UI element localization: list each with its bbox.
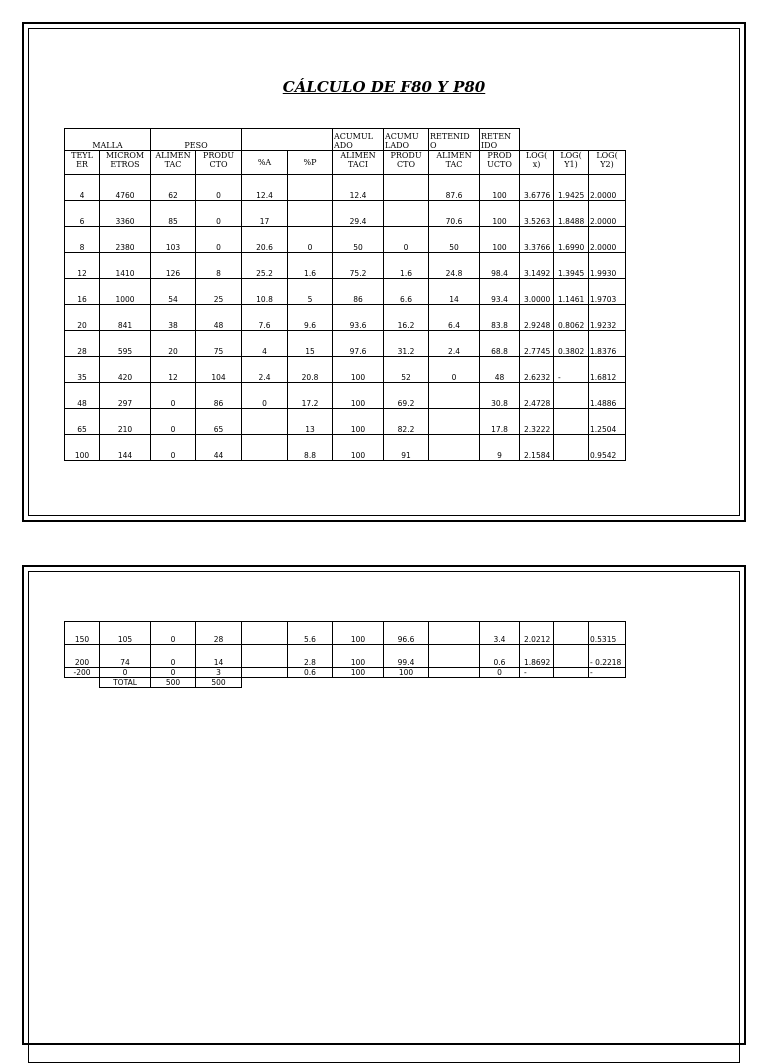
- cell-teyler: 200: [65, 645, 100, 668]
- table-row: [65, 383, 626, 409]
- header-acum-alim: ALIMEN TACI: [333, 151, 384, 175]
- header-retenido-prod: RETEN IDO: [480, 129, 520, 151]
- cell-pa: 12.4: [242, 175, 288, 201]
- cell-lx: 3.5263: [520, 201, 554, 227]
- cell-ra: 6.4: [429, 305, 480, 331]
- cell-ly2: 0.5315: [589, 622, 626, 645]
- cell-rp: 98.4: [480, 253, 520, 279]
- cell-ra: [429, 383, 480, 409]
- cell-alim: 62: [151, 175, 196, 201]
- table-row: [65, 645, 626, 668]
- cell-ly2: 1.2504: [589, 409, 626, 435]
- table-row: [65, 622, 626, 645]
- header-ret-prod: PROD UCTO: [480, 151, 520, 175]
- cell-rp: 83.8: [480, 305, 520, 331]
- cell-aa: 12.4: [333, 175, 384, 201]
- cell-prod: 86: [196, 383, 242, 409]
- cell-micro: 74: [100, 645, 151, 668]
- cell-ap: 99.4: [384, 645, 429, 668]
- cell-pa: 20.6: [242, 227, 288, 253]
- cell-micro: 297: [100, 383, 151, 409]
- cell-lx: 3.3766: [520, 227, 554, 253]
- cell-micro: 4760: [100, 175, 151, 201]
- cell-ly1: -: [554, 357, 589, 383]
- cell-ly2: 2.0000: [589, 201, 626, 227]
- cell-prod: 75: [196, 331, 242, 357]
- cell-ra: [429, 435, 480, 461]
- cell-teyler: -200: [65, 668, 100, 678]
- cell-ly2: -: [589, 668, 626, 678]
- cell-aa: 100: [333, 668, 384, 678]
- cell-alim: 12: [151, 357, 196, 383]
- cell-micro: 1410: [100, 253, 151, 279]
- cell-ap: [384, 175, 429, 201]
- header-log-x: LOG( x): [520, 151, 554, 175]
- total-label: TOTAL: [100, 678, 151, 688]
- cell-aa: 75.2: [333, 253, 384, 279]
- cell-ra: [429, 409, 480, 435]
- cell-aa: 100: [333, 409, 384, 435]
- cell-aa: 93.6: [333, 305, 384, 331]
- table-row: [65, 357, 626, 383]
- cell-aa: 100: [333, 645, 384, 668]
- cell-rp: 17.8: [480, 409, 520, 435]
- cell-ly1: [554, 409, 589, 435]
- cell-micro: 2380: [100, 227, 151, 253]
- cell-lx: 3.6776: [520, 175, 554, 201]
- cell-prod: 8: [196, 253, 242, 279]
- cell-micro: 210: [100, 409, 151, 435]
- cell-alim: 126: [151, 253, 196, 279]
- cell-ap: 6.6: [384, 279, 429, 305]
- cell-pa: [242, 409, 288, 435]
- table-row: [65, 253, 626, 279]
- cell-ra: [429, 622, 480, 645]
- cell-ly1: [554, 645, 589, 668]
- cell-rp: 30.8: [480, 383, 520, 409]
- cell-teyler: 6: [65, 201, 100, 227]
- cell-lx: 2.3222: [520, 409, 554, 435]
- cell-prod: 104: [196, 357, 242, 383]
- cell-prod: 28: [196, 622, 242, 645]
- cell-pa: 10.8: [242, 279, 288, 305]
- cell-pa: 7.6: [242, 305, 288, 331]
- cell-ap: 96.6: [384, 622, 429, 645]
- cell-pp: 15: [288, 331, 333, 357]
- cell-ap: 91: [384, 435, 429, 461]
- table-body-2: [65, 622, 626, 678]
- cell-teyler: 100: [65, 435, 100, 461]
- cell-aa: 100: [333, 383, 384, 409]
- cell-pp: 1.6: [288, 253, 333, 279]
- cell-rp: 68.8: [480, 331, 520, 357]
- cell-pa: [242, 435, 288, 461]
- total-alim: 500: [151, 678, 196, 688]
- cell-ly2: 1.8376: [589, 331, 626, 357]
- cell-ly1: [554, 435, 589, 461]
- cell-ap: 16.2: [384, 305, 429, 331]
- cell-lx: 2.6232: [520, 357, 554, 383]
- header-peso-prod: PRODU CTO: [196, 151, 242, 175]
- cell-ap: 69.2: [384, 383, 429, 409]
- cell-pp: 0.6: [288, 668, 333, 678]
- header-malla: MALLA: [65, 129, 151, 151]
- header-peso-alim: ALIMEN TAC: [151, 151, 196, 175]
- cell-prod: 25: [196, 279, 242, 305]
- cell-ap: [384, 201, 429, 227]
- cell-prod: 0: [196, 201, 242, 227]
- table-body-1: [65, 175, 626, 461]
- cell-pa: [242, 668, 288, 678]
- cell-micro: 841: [100, 305, 151, 331]
- table-row: [65, 279, 626, 305]
- cell-teyler: 35: [65, 357, 100, 383]
- header-ret-alim: ALIMEN TAC: [429, 151, 480, 175]
- cell-pa: 2.4: [242, 357, 288, 383]
- cell-teyler: 150: [65, 622, 100, 645]
- cell-aa: 86: [333, 279, 384, 305]
- cell-pp: [288, 201, 333, 227]
- cell-rp: 9: [480, 435, 520, 461]
- cell-teyler: 65: [65, 409, 100, 435]
- cell-lx: 2.0212: [520, 622, 554, 645]
- cell-lx: 2.9248: [520, 305, 554, 331]
- cell-aa: 97.6: [333, 331, 384, 357]
- cell-lx: 3.1492: [520, 253, 554, 279]
- cell-pa: 17: [242, 201, 288, 227]
- cell-ra: 14: [429, 279, 480, 305]
- table-row: [65, 331, 626, 357]
- cell-teyler: 12: [65, 253, 100, 279]
- header-micrometros: MICROM ETROS: [100, 151, 151, 175]
- cell-ra: 24.8: [429, 253, 480, 279]
- cell-ra: 2.4: [429, 331, 480, 357]
- cell-teyler: 48: [65, 383, 100, 409]
- cell-ly2: 1.9703: [589, 279, 626, 305]
- cell-micro: 595: [100, 331, 151, 357]
- cell-micro: 105: [100, 622, 151, 645]
- cell-aa: 29.4: [333, 201, 384, 227]
- table-row: [65, 201, 626, 227]
- header-pct-p: %P: [288, 151, 333, 175]
- cell-lx: 2.1584: [520, 435, 554, 461]
- cell-aa: 100: [333, 357, 384, 383]
- header-row-top: [65, 129, 626, 151]
- cell-rp: 0.6: [480, 645, 520, 668]
- cell-ly1: 1.1461: [554, 279, 589, 305]
- cell-pp: 0: [288, 227, 333, 253]
- cell-micro: 3360: [100, 201, 151, 227]
- cell-ly1: 0.3802: [554, 331, 589, 357]
- cell-pp: 13: [288, 409, 333, 435]
- cell-pa: 25.2: [242, 253, 288, 279]
- cell-alim: 0: [151, 645, 196, 668]
- cell-pp: 5.6: [288, 622, 333, 645]
- header-log-y2: LOG( Y2): [589, 151, 626, 175]
- table-row: [65, 175, 626, 201]
- cell-ly1: [554, 383, 589, 409]
- cell-alim: 103: [151, 227, 196, 253]
- cell-pp: 20.8: [288, 357, 333, 383]
- cell-ra: [429, 668, 480, 678]
- cell-alim: 54: [151, 279, 196, 305]
- table-row: [65, 227, 626, 253]
- page-title: CÁLCULO DE F80 Y P80: [282, 78, 486, 96]
- cell-pp: [288, 175, 333, 201]
- cell-ly1: 1.3945: [554, 253, 589, 279]
- cell-rp: 100: [480, 175, 520, 201]
- cell-aa: 100: [333, 435, 384, 461]
- cell-pa: 0: [242, 383, 288, 409]
- cell-ly2: 2.0000: [589, 227, 626, 253]
- cell-teyler: 8: [65, 227, 100, 253]
- cell-lx: 2.7745: [520, 331, 554, 357]
- header-log-y1: LOG( Y1): [554, 151, 589, 175]
- cell-ly2: 1.6812: [589, 357, 626, 383]
- cell-ap: 52: [384, 357, 429, 383]
- cell-prod: 14: [196, 645, 242, 668]
- cell-alim: 0: [151, 668, 196, 678]
- cell-ly1: 1.8488: [554, 201, 589, 227]
- table-row: [65, 435, 626, 461]
- header-blank: [242, 129, 333, 151]
- cell-teyler: 28: [65, 331, 100, 357]
- cell-micro: 420: [100, 357, 151, 383]
- header-row-sub: [65, 151, 626, 175]
- header-acum-prod: PRODU CTO: [384, 151, 429, 175]
- cell-ly1: 1.9425: [554, 175, 589, 201]
- cell-pa: [242, 622, 288, 645]
- cell-alim: 0: [151, 383, 196, 409]
- cell-alim: 0: [151, 622, 196, 645]
- cell-teyler: 16: [65, 279, 100, 305]
- table-row: [65, 409, 626, 435]
- header-retenido-alim: RETENID O: [429, 129, 480, 151]
- cell-ap: 0: [384, 227, 429, 253]
- cell-ly2: 1.4886: [589, 383, 626, 409]
- cell-ra: 0: [429, 357, 480, 383]
- cell-ly2: 1.9930: [589, 253, 626, 279]
- cell-ap: 100: [384, 668, 429, 678]
- cell-ly1: [554, 622, 589, 645]
- cell-rp: 100: [480, 201, 520, 227]
- header-acumulado-alim: ACUMUL ADO: [333, 129, 384, 151]
- cell-pa: 4: [242, 331, 288, 357]
- cell-alim: 20: [151, 331, 196, 357]
- cell-pp: 17.2: [288, 383, 333, 409]
- cell-alim: 85: [151, 201, 196, 227]
- header-acumulado-prod: ACUMU LADO: [384, 129, 429, 151]
- cell-prod: 3: [196, 668, 242, 678]
- cell-prod: 65: [196, 409, 242, 435]
- totals-row: [65, 678, 626, 688]
- cell-alim: 0: [151, 435, 196, 461]
- header-teyler: TEYL ER: [65, 151, 100, 175]
- cell-teyler: 4: [65, 175, 100, 201]
- cell-rp: 93.4: [480, 279, 520, 305]
- cell-ra: [429, 645, 480, 668]
- granulometry-table-continued: [64, 621, 626, 688]
- cell-ra: 87.6: [429, 175, 480, 201]
- table-row: [65, 305, 626, 331]
- cell-alim: 0: [151, 409, 196, 435]
- cell-ly2: 1.9232: [589, 305, 626, 331]
- cell-teyler: 20: [65, 305, 100, 331]
- cell-rp: 3.4: [480, 622, 520, 645]
- cell-ly1: [554, 668, 589, 678]
- cell-lx: 3.0000: [520, 279, 554, 305]
- cell-pp: 8.8: [288, 435, 333, 461]
- cell-aa: 100: [333, 622, 384, 645]
- cell-pp: 5: [288, 279, 333, 305]
- cell-lx: 1.8692: [520, 645, 554, 668]
- cell-pp: 9.6: [288, 305, 333, 331]
- header-peso: PESO: [151, 129, 242, 151]
- cell-micro: 0: [100, 668, 151, 678]
- cell-pp: 2.8: [288, 645, 333, 668]
- cell-aa: 50: [333, 227, 384, 253]
- cell-prod: 48: [196, 305, 242, 331]
- header-pct-a: %A: [242, 151, 288, 175]
- cell-lx: -: [520, 668, 554, 678]
- cell-ly1: 0.8062: [554, 305, 589, 331]
- cell-micro: 144: [100, 435, 151, 461]
- cell-ra: 50: [429, 227, 480, 253]
- cell-lx: 2.4728: [520, 383, 554, 409]
- total-prod: 500: [196, 678, 242, 688]
- cell-prod: 0: [196, 175, 242, 201]
- cell-ap: 31.2: [384, 331, 429, 357]
- cell-rp: 0: [480, 668, 520, 678]
- cell-ap: 1.6: [384, 253, 429, 279]
- cell-ly2: 2.0000: [589, 175, 626, 201]
- cell-ly2: - 0.2218: [589, 645, 626, 668]
- cell-alim: 38: [151, 305, 196, 331]
- cell-micro: 1000: [100, 279, 151, 305]
- cell-ly1: 1.6990: [554, 227, 589, 253]
- cell-ra: 70.6: [429, 201, 480, 227]
- table-row: [65, 668, 626, 678]
- cell-prod: 0: [196, 227, 242, 253]
- cell-rp: 100: [480, 227, 520, 253]
- cell-rp: 48: [480, 357, 520, 383]
- granulometry-table: [64, 128, 626, 461]
- cell-pa: [242, 645, 288, 668]
- cell-ly2: 0.9542: [589, 435, 626, 461]
- cell-prod: 44: [196, 435, 242, 461]
- cell-ap: 82.2: [384, 409, 429, 435]
